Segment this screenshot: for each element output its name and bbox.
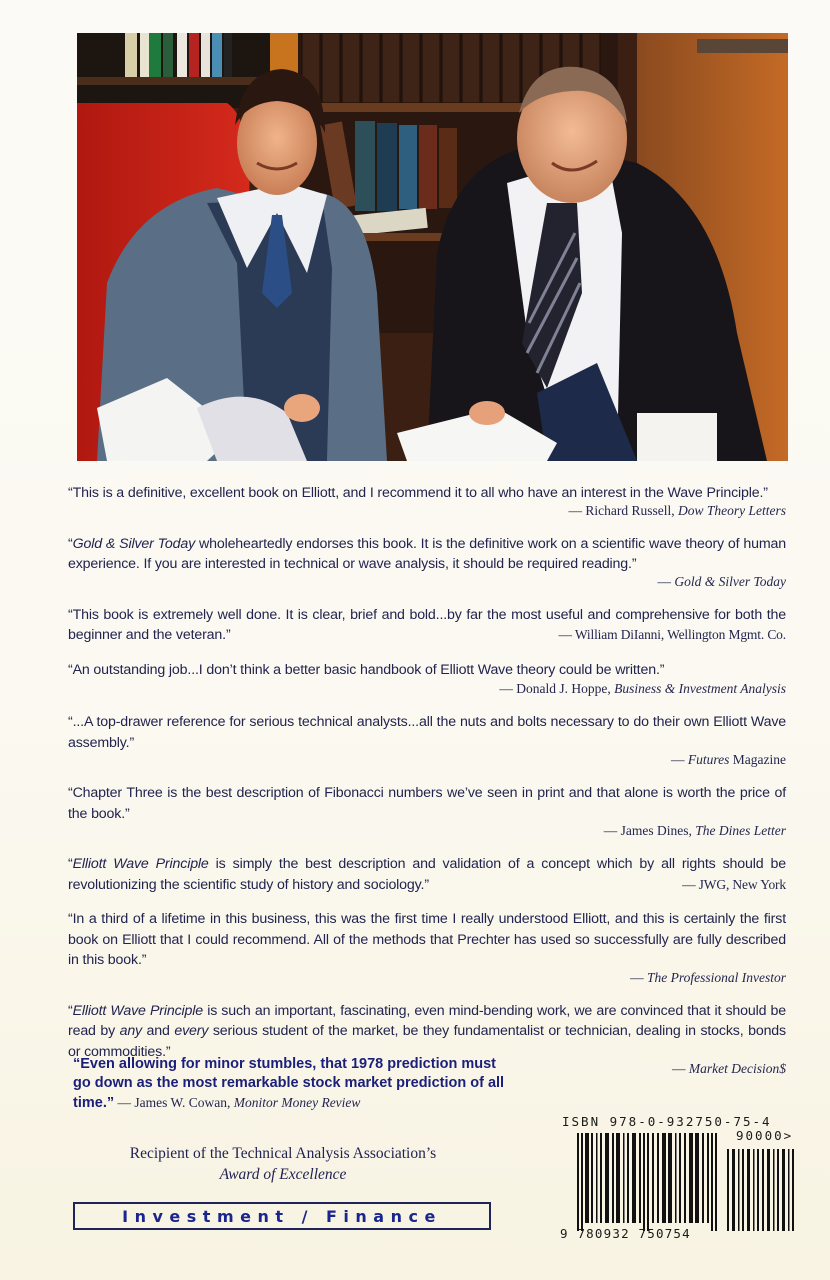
price-code: 90000> bbox=[736, 1128, 794, 1143]
photo-illustration bbox=[77, 33, 788, 461]
quote-text: “...A top-drawer reference for serious technical analysts...all the nuts and bolts necessary to do their own Elliott Wave assembly.” bbox=[68, 714, 786, 751]
ean-digits: 9 780932 750754 bbox=[560, 1226, 691, 1241]
quote-attribution: — JWG, New York bbox=[682, 876, 786, 892]
highlight-quote-attribution: — James W. Cowan, Monitor Money Review bbox=[114, 1095, 361, 1110]
quote-jwg bbox=[68, 854, 786, 895]
highlight-quote bbox=[73, 1055, 513, 1113]
quote-text: “In a third of a lifetime in this business, this was the first time I really understood Elliott, and this is certainly the first book on Elliott that I could recommend. All of the methods that Prechter has used so successfully are fully described in this book.” bbox=[68, 911, 786, 968]
quote-hoppe bbox=[68, 660, 786, 699]
quote-attribution: — Richard Russell, Dow Theory Letters bbox=[568, 502, 786, 518]
isbn-number: ISBN 978-0-932750-75-4 bbox=[562, 1114, 772, 1129]
quote-dines bbox=[68, 783, 786, 840]
quote-professional-investor bbox=[68, 909, 786, 987]
quote-text: “This is a definitive, excellent book on Elliott, and I recommend it to all who have an interest in the Wave Principle.” bbox=[68, 485, 768, 501]
quote-attribution: — James Dines, The Dines Letter bbox=[603, 823, 786, 838]
quote-text: “This book is extremely well done. It is clear, brief and bold...by far the most useful and comprehensive for both the beginner and the veteran.” — William DiIanni, Wellington Mgmt. Co. bbox=[68, 605, 786, 646]
quote-attribution: — William DiIanni, Wellington Mgmt. Co. bbox=[558, 627, 786, 642]
category-label bbox=[73, 1202, 491, 1230]
award-line-2: Award of Excellence bbox=[219, 1166, 347, 1183]
quote-text: “Elliott Wave Principle is simply the best description and validation of a concept which by all rights should be revolutionizing the scientific study of history and sociology.” — JWG, New York bbox=[68, 854, 786, 895]
quote-futures bbox=[68, 712, 786, 769]
category-text: Investment / Finance bbox=[122, 1206, 442, 1226]
quote-text: “Chapter Three is the best description of Fibonacci numbers we’ve seen in print and that alone is worth the price of the book.” bbox=[68, 785, 786, 822]
endorsement-quotes bbox=[68, 483, 786, 1092]
quote-text: “Gold & Silver Today wholeheartedly endorses this book. It is the definitive work on a scientific wave theory of human experience. If you are interested in technical or wave analysis, it should be required reading.” bbox=[68, 535, 787, 572]
award-notice bbox=[73, 1143, 493, 1185]
quote-gold-silver-today bbox=[68, 534, 786, 591]
quote-attribution: — Market Decision$ bbox=[672, 1061, 786, 1076]
quote-diianni bbox=[68, 605, 786, 646]
barcode-main-bars bbox=[577, 1133, 717, 1231]
quote-text: “Elliott Wave Principle is such an important, fascinating, even mind-bending work, we are convinced that it should be read by any and every serious student of the market, be they fundamentalist or technician, dealing in stocks, bonds or commodities.” bbox=[68, 1002, 786, 1060]
cover-photo bbox=[77, 33, 788, 461]
quote-russell bbox=[68, 483, 786, 520]
award-line-1: Recipient of the Technical Analysis Association’s bbox=[129, 1145, 437, 1162]
quote-attribution: — Futures Magazine bbox=[671, 752, 786, 767]
quote-attribution: — Gold & Silver Today bbox=[657, 573, 786, 589]
highlight-quote-text: “Even allowing for minor stumbles, that 1978 prediction must go down as the most remarkable stock market prediction of all time.” bbox=[73, 1056, 505, 1111]
barcode-addon-bars bbox=[727, 1149, 797, 1231]
quote-attribution: — Donald J. Hoppe, Business & Investment Analysis bbox=[499, 681, 786, 696]
isbn-barcode bbox=[560, 1114, 794, 1244]
quote-attribution: — The Professional Investor bbox=[630, 969, 786, 985]
quote-text: “An outstanding job...I don’t think a better basic handbook of Elliott Wave theory could be written.” bbox=[68, 661, 665, 678]
